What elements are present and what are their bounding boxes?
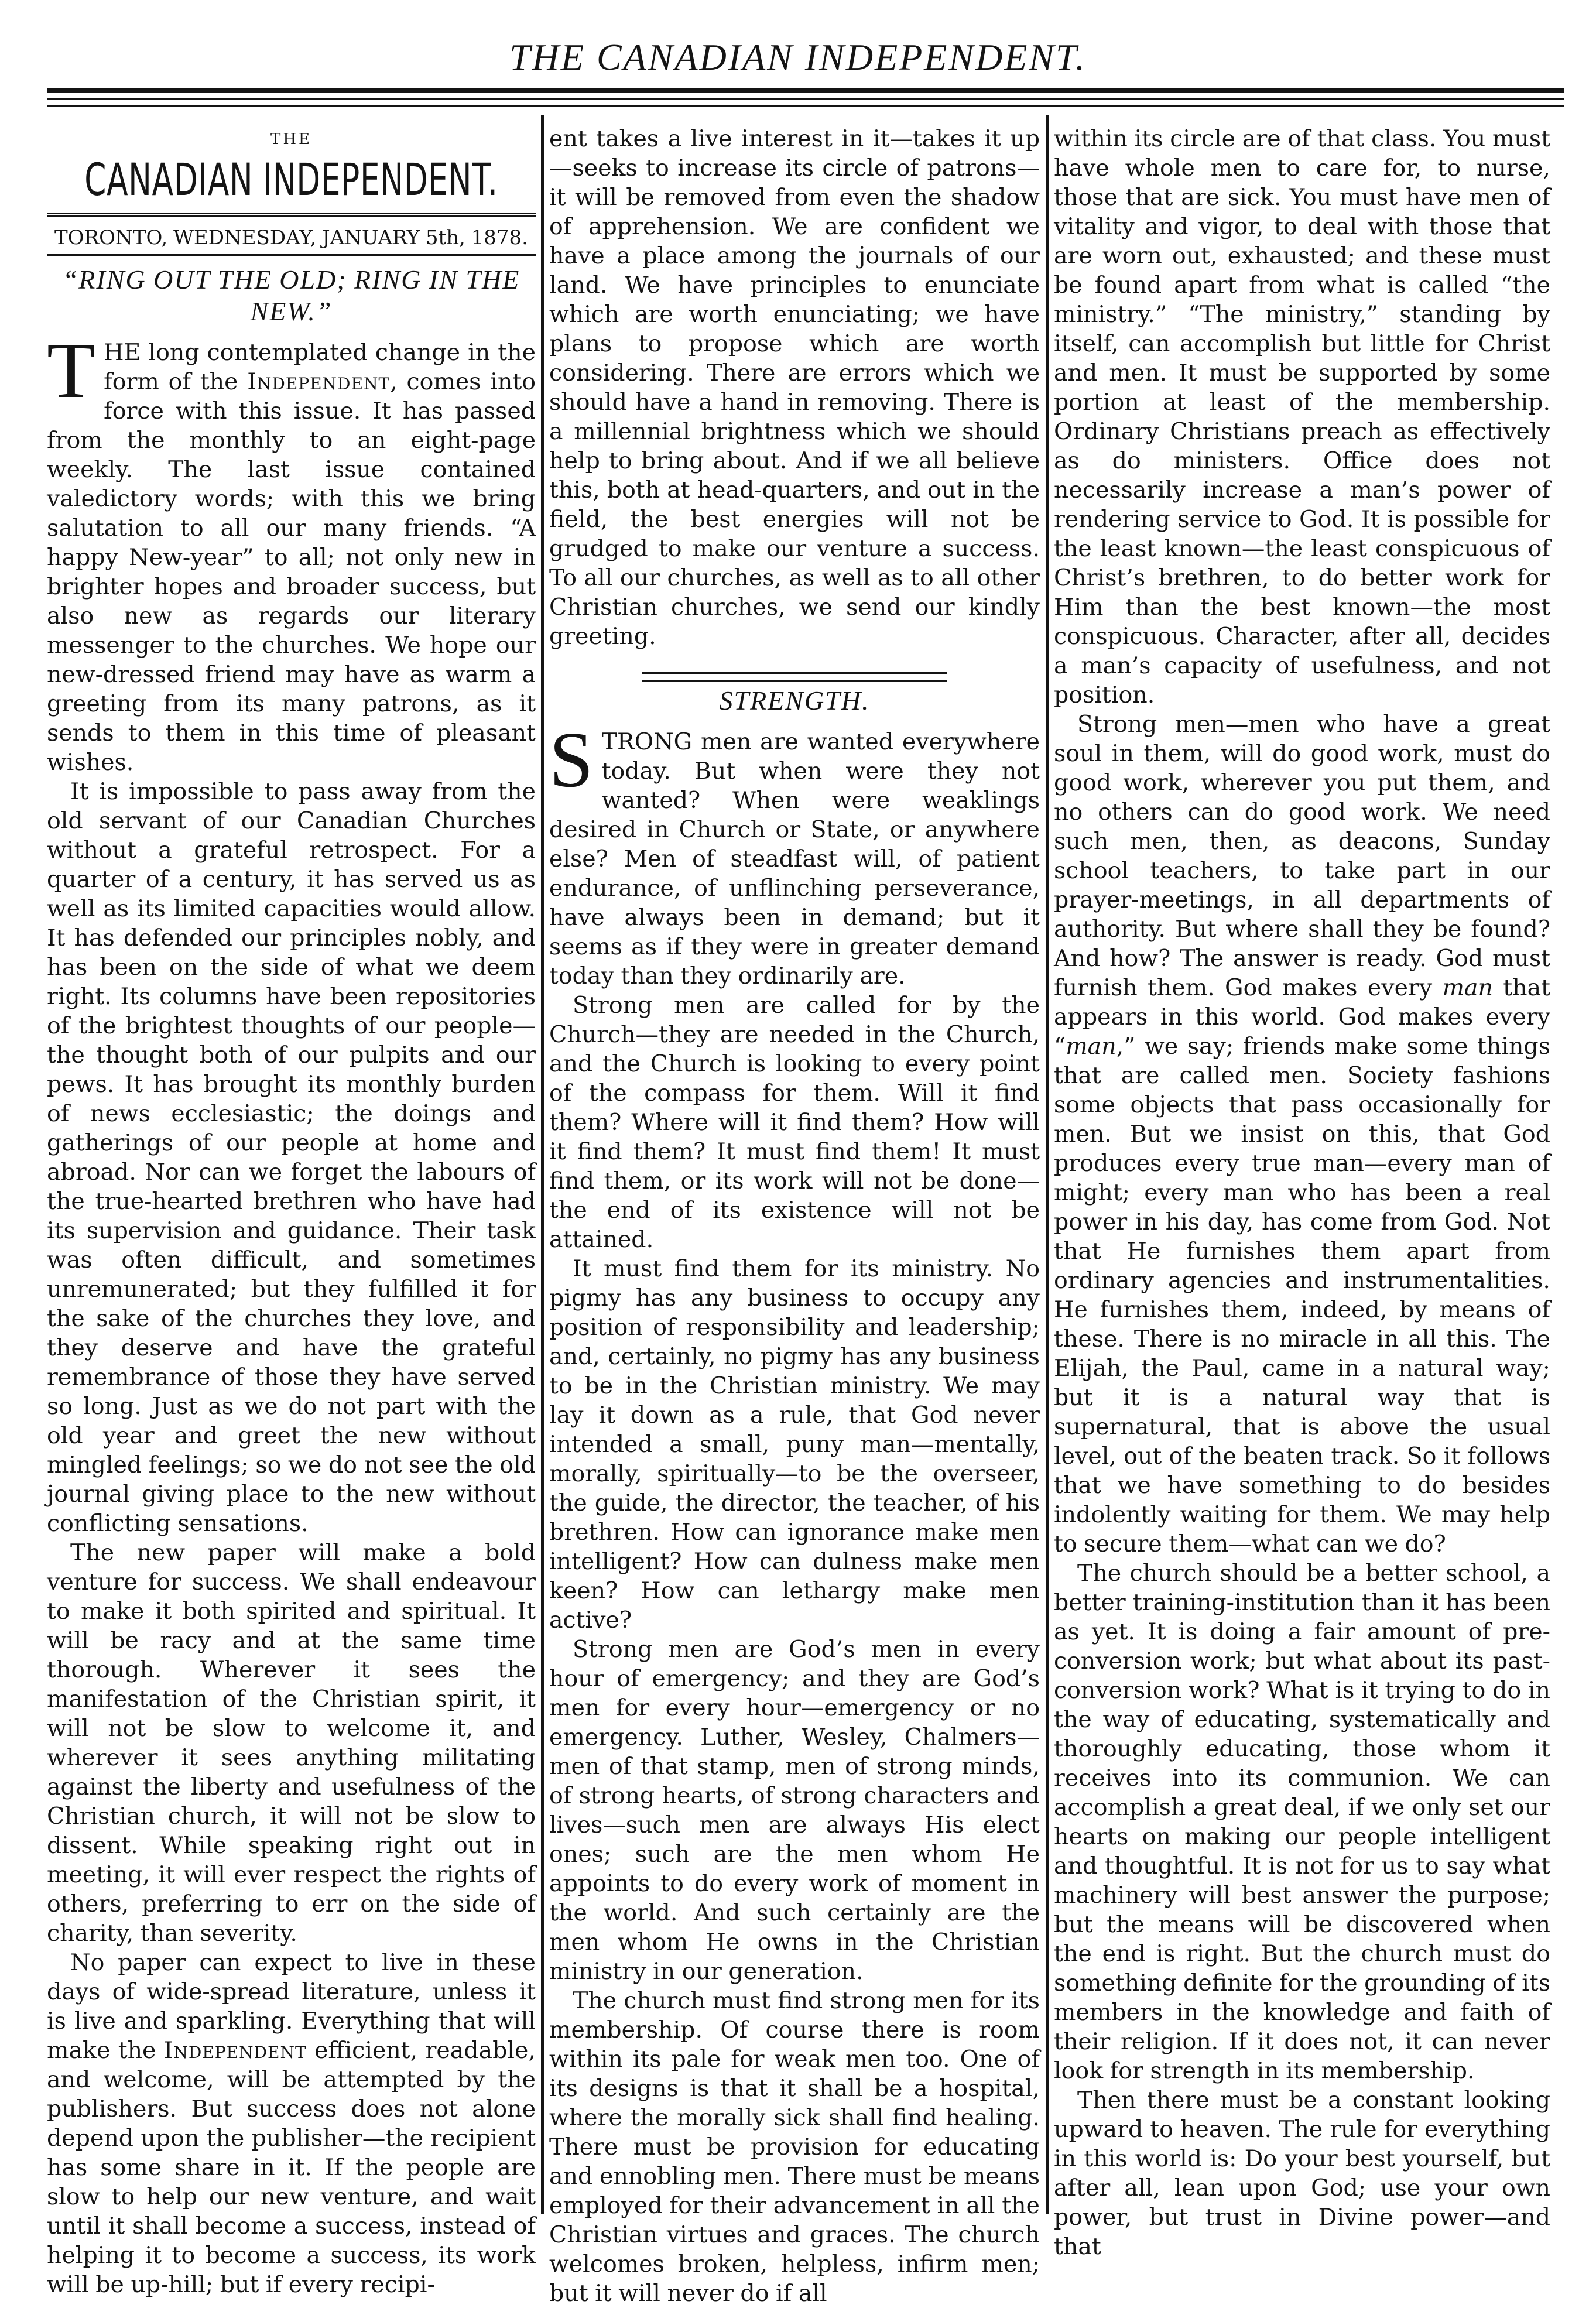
text-run: TRONG men are wanted everywhere today. But when were they not wanted? When were weaklings desired in Church or State, or anywhere else? Men of steadfast will, of patient endurance, of unflinching perseverance, have always been in demand; but it seems as if they were in greater demand today than they ordinarily are. <box>549 728 1040 989</box>
article2-paragraph-8: The church should be a better school, a better training-institution than it has been as yet. It is doing a fair amount of pre-conversion work; but what about its past-conversion work? What is it trying to do in the way of educating, systematically and thoroughly educating, those whom it receives into its communion. We can accomplish a great deal, if we only set our hearts on making our people intelligent and thoughtful. It is not for us to say what machinery will best answer the purpose; but the means will be discovered when the end is right. But the church must do something definite for the grounding of its members in the knowledge and faith of their religion. If it does not, it can never look for strength in its membership. <box>1054 1560 1550 2084</box>
column-1 <box>47 124 536 2299</box>
text-run: Strong men—men who have a great soul in them, will do good work, must do good work, wherever you put them, and no others can do good work. We need such men, then, as deacons, Sunday school teachers, to take part in our prayer-meetings, in all departments of authority. But where shall they be found? And how? The answer is ready. God must furnish them. God makes every <box>1054 711 1550 1001</box>
smallcaps-run: Independent <box>247 368 391 395</box>
text-run: ,” we say; friends make some things that are called men. Society fashions some objects that pass occasionally for men. But we insist on this, that God produces every true man—every man of might; every man who has been a real power in his day, has come from God. Not that He furnishes them apart from ordinary agencies and instrumentalities. He furnishes them, indeed, by means of these. There is no miracle in all this. The Elijah, the Paul, came in a natural way; but it is a natural way that is supernatural, that is above the usual level, out of the beaten track. So it follows that we have something to do besides indolently waiting for them. We may help to secure them—what can we do? <box>1054 1033 1550 1557</box>
column-3 <box>1054 124 1550 2261</box>
header-rule-bottom <box>47 105 1564 107</box>
italic-run: man <box>1066 1033 1116 1060</box>
article1-paragraph-3: The new paper will make a bold venture for success. We shall endeavour to make it both spirited and spiritual. It will be racy and at the same time thorough. Wherever it sees the manifestation of the Christian spirit, it will not be slow to welcome it, and wherever it sees anything militating against the liberty and usefulness of the Christian church, it will not be slow to dissent. While speaking right out in meeting, it will ever respect the rights of others, preferring to err on the side of charity, than severity. <box>47 1539 536 1947</box>
text-run: efficient, readable, and welcome, will be attempted by the publishers. But success does not alone depend upon the publisher—the recipient has some share in it. If the people are slow to help our new venture, and wait until it shall become a success, instead of helping it to become a success, its work will be up-hill; but if every recipi- <box>47 2037 536 2298</box>
article2-paragraph-3: It must find them for its ministry. No pigmy has any business to occupy any position of responsibility and leadership; and, certainly, no pigmy has any business to be in the Christian ministry. We may lay it down as a rule, that God never intended a small, puny man—mentally, morally, spiritually—to be the overseer, the guide, the director, the teacher, of his brethren. How can ignorance make men intelligent? How can dulness make men keen? How can lethargy make men active? <box>549 1255 1040 1634</box>
article2-paragraph-9: Then there must be a constant looking upward to heaven. The rule for everything in this world is: Do your best yourself, but after all, lean upon God; use your own power, but trust in Divine power—and that <box>1054 2087 1550 2260</box>
dropcap-s: S <box>549 716 594 804</box>
article1-paragraph-2: It is impossible to pass away from the old servant of our Canadian Churches without a grateful retrospect. For a quarter of a century, it has served us as well as its limited capacities would allow. It has defended our principles nobly, and has been on the side of what we deem right. Its columns have been repositories of the brightest thoughts of our people—the thought both of our pulpits and our pews. It has brought its monthly burden of news ecclesiastic; the doings and gatherings of our people at home and abroad. Nor can we forget the labours of the true-hearted brethren who have had its supervision and guidance. Their task was often difficult, and sometimes unremunerated; but they fulfilled it for the sake of the churches they love, and they deserve and have the grateful remembrance of those they have served so long. Just as we do not part with the old year and greet the new without mingled feelings; so we do not see the old journal giving place to the new without conflicting sensations. <box>47 778 536 1537</box>
text-run: that appears in this world. God makes every “ <box>1054 974 1550 1060</box>
dropcap-t: T <box>47 327 96 415</box>
article1-paragraph-4 <box>47 1948 536 2299</box>
article2-paragraph-4: Strong men are God’s men in every hour of emergency; and they are God’s men for every hour—emergency or no emergency. Luther, Wesley, Chalmers—men of that stamp, men of strong minds, of strong hearts, of strong characters and lives—such men are always His elect ones; such are the men whom He appoints to do every work of moment in the world. And such certainly are the men whom He owns in the Christian ministry in our generation. <box>549 1636 1040 1985</box>
article-title-strength: STRENGTH. <box>719 686 870 715</box>
article2-paragraph-6: within its circle are of that class. You must have whole men to care for, to nurse, those that are sick. You must have men of vitality and vigor, to deal with those that are worn out, exhausted; and these must be found apart from what is called “the ministry.” “The ministry,” standing by itself, can accomplish but little for Christ and men. It must be supported by some portion at least of the membership. Ordinary Christians preach as effectively as do ministers. Office does not necessarily increase a man’s power of rendering service to God. It is possible for the least known—the least conspicuous of Christ’s brethren, to do better work for Him than the best known—the most conspicuous. Character, after all, decides a man’s capacity of usefulness, and not position. <box>1054 125 1550 708</box>
article-separator <box>642 672 947 682</box>
text-run: HE long contemplated change in the form of the <box>104 339 536 395</box>
article1-paragraph-5: ent takes a live interest in it—takes it up—seeks to increase its circle of patrons—it will be removed from even the shadow of apprehension. We are confident we have a place among the journals of our land. We have principles to enunciate which are worth enunciating; we have plans to propose which are worth considering. There are errors which we should have a hand in removing. There is a millennial brightness which we should help to bring about. And if we all believe this, both at head-quarters, and out in the field, the best energies will not be grudged to make our venture a success. To all our churches, as well as to all other Christian churches, we send our kindly greeting. <box>549 125 1040 650</box>
header-rule-thin <box>47 98 1564 100</box>
column-rule-2 <box>1046 115 1049 2214</box>
column-2 <box>549 124 1040 2308</box>
article2-paragraph-2: Strong men are called for by the Church—they are needed in the Church, and the Church is looking to every point of the compass for them. Will it find them? Where will it find them? How will it find them? It must find them! It must find them, or its work will not be done—the end of its existence will not be attained. <box>549 992 1040 1253</box>
dateline: TORONTO, WEDNESDAY, JANUARY 5th, 1878. <box>47 213 536 256</box>
article-title-ring-out: “RING OUT THE OLD; RING IN THE NEW.” <box>62 265 520 326</box>
running-head: THE CANADIAN INDEPENDENT. <box>509 36 1087 78</box>
text-run: , comes into force with this issue. It has passed from the monthly to an eight-page weekly. The last issue contained valedictory words; with this we bring salutation to all our many friends. “A happy New-year” to all; not only new in brighter hopes and broader success, but also new as regards our literary messenger to the churches. We hope our new-dressed friend may have as warm a greeting from its many patrons, as it sends to them in this time of pleasant wishes. <box>47 368 536 776</box>
masthead-title: CANADIAN INDEPENDENT. <box>84 153 498 206</box>
text-run: No paper can expect to live in these days of wide-spread literature, unless it is live and sparkling. Everything that will make the <box>47 1949 536 2064</box>
article2-paragraph-1 <box>549 716 1040 991</box>
smallcaps-run: Independent <box>163 2037 307 2064</box>
article2-paragraph-7 <box>1054 710 1550 1559</box>
column-rule-1 <box>541 115 544 2214</box>
masthead-the: THE <box>270 131 312 148</box>
article2-paragraph-5: The church must find strong men for its membership. Of course there is room within its pale for weak men too. One of its designs is that it shall be a hospital, where the morally sick shall find healing. There must be provision for educating and ennobling men. There must be means employed for their advancement in all the Christian virtues and graces. The church welcomes broken, helpless, infirm men; but it will never do if all <box>549 1987 1040 2307</box>
article1-paragraph-1 <box>47 327 536 777</box>
header-rule-thick <box>47 88 1564 93</box>
italic-run: man <box>1442 974 1493 1001</box>
